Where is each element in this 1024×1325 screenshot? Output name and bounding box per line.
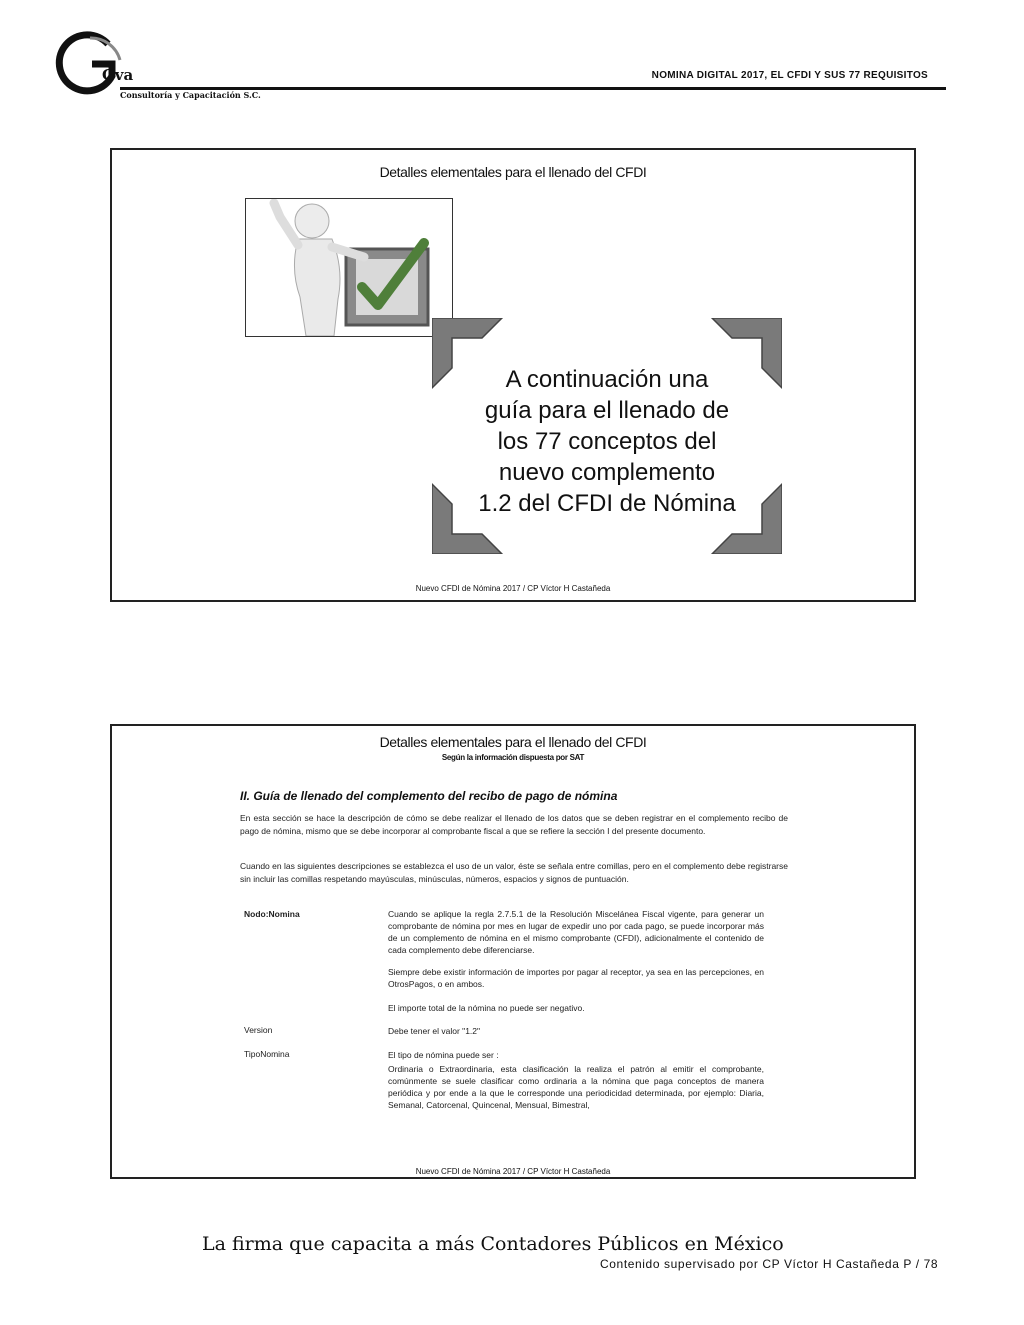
field-description: Cuando se aplique la regla 2.7.5.1 de la Resolución Miscelánea Fiscal vigente, para generar un comprobante de nómina por mes en lugar de expedir uno por cada pago, se puede incorporar más de un complemento de nómina en el mismo comprobante (CFDI), adicionalmente el contenido de cada complemento debe diferenciarse. [388, 909, 764, 955]
slide-subtitle: Según la información dispuesta por SAT [441, 753, 585, 762]
slide-footer: Nuevo CFDI de Nómina 2017 / CP Víctor H Castañeda [415, 584, 611, 593]
slide-intro [110, 148, 916, 602]
intro-callout-text: A continuación una guía para el llenado de los 77 conceptos del nuevo complemento 1.2 del CFDI de Nómina [478, 366, 736, 517]
field-label: Nodo:Nomina [244, 909, 300, 919]
guide-heading: II. Guía de llenado del complemento del recibo de pago de nómina [240, 789, 618, 803]
field-description: Debe tener el valor "1.2" [388, 1026, 481, 1036]
page-credit: Contenido supervisado por CP Víctor H Castañeda P / 78 [600, 1257, 939, 1271]
company-motto: La firma que capacita a más Contadores Públicos en México [202, 1233, 784, 1255]
guide-paragraph: En esta sección se hace la descripción de cómo se debe realizar el llenado de los datos que se deben registrar en el complemento recibo de pago de nómina, mismo que se debe incorporar al comprobante fiscal a que se refiere la sección I del presente documento. [240, 813, 788, 836]
field-description: El importe total de la nómina no puede ser negativo. [388, 1003, 585, 1013]
field-description: Siempre debe existir información de importes por pagar al receptor, ya sea en las percepciones, en OtrosPagos, o en ambos. [388, 967, 764, 989]
document-title: NOMINA DIGITAL 2017, EL CFDI Y SUS 77 REQUISITOS [651, 70, 928, 81]
logo-subtitle: Consultoría y Capacitación S.C. [120, 90, 261, 100]
field-label: Version [244, 1025, 273, 1035]
slide-title: Detalles elementales para el llenado del CFDI [379, 164, 647, 180]
slide-footer: Nuevo CFDI de Nómina 2017 / CP Víctor H Castañeda [415, 1167, 611, 1176]
logo-letters: Gva [102, 66, 134, 84]
slide-guide [110, 724, 916, 1179]
field-description: Ordinaria o Extraordinaria, esta clasificación la realiza el patrón al emitir el comprobante, comúnmente se suele clasificar como ordinaria a la nómina que paga conceptos de manera periódica y por ende a la que le corresponde una periodicidad determinada, por ejemplo: Diaria, Semanal, Catorcenal, Quincenal, Mensual, Bimestral, [388, 1064, 764, 1110]
field-description: El tipo de nómina puede ser : [388, 1050, 499, 1060]
figure-head-icon [295, 204, 329, 238]
checkmark-figure-image [245, 198, 453, 337]
field-label: TipoNomina [244, 1049, 290, 1059]
figure-thumb-arm-icon [274, 203, 298, 245]
slide-title: Detalles elementales para el llenado del CFDI [379, 734, 647, 750]
guide-paragraph: Cuando en las siguientes descripciones se establezca el uso de un valor, éste se señala entre comillas, pero en el complemento debe registrarse sin incluir las comillas respetando mayúsculas, minúsculas, números, espacios y signos de puntuación. [240, 861, 788, 884]
figure-body-icon [294, 239, 340, 336]
logo-arc [90, 38, 120, 60]
